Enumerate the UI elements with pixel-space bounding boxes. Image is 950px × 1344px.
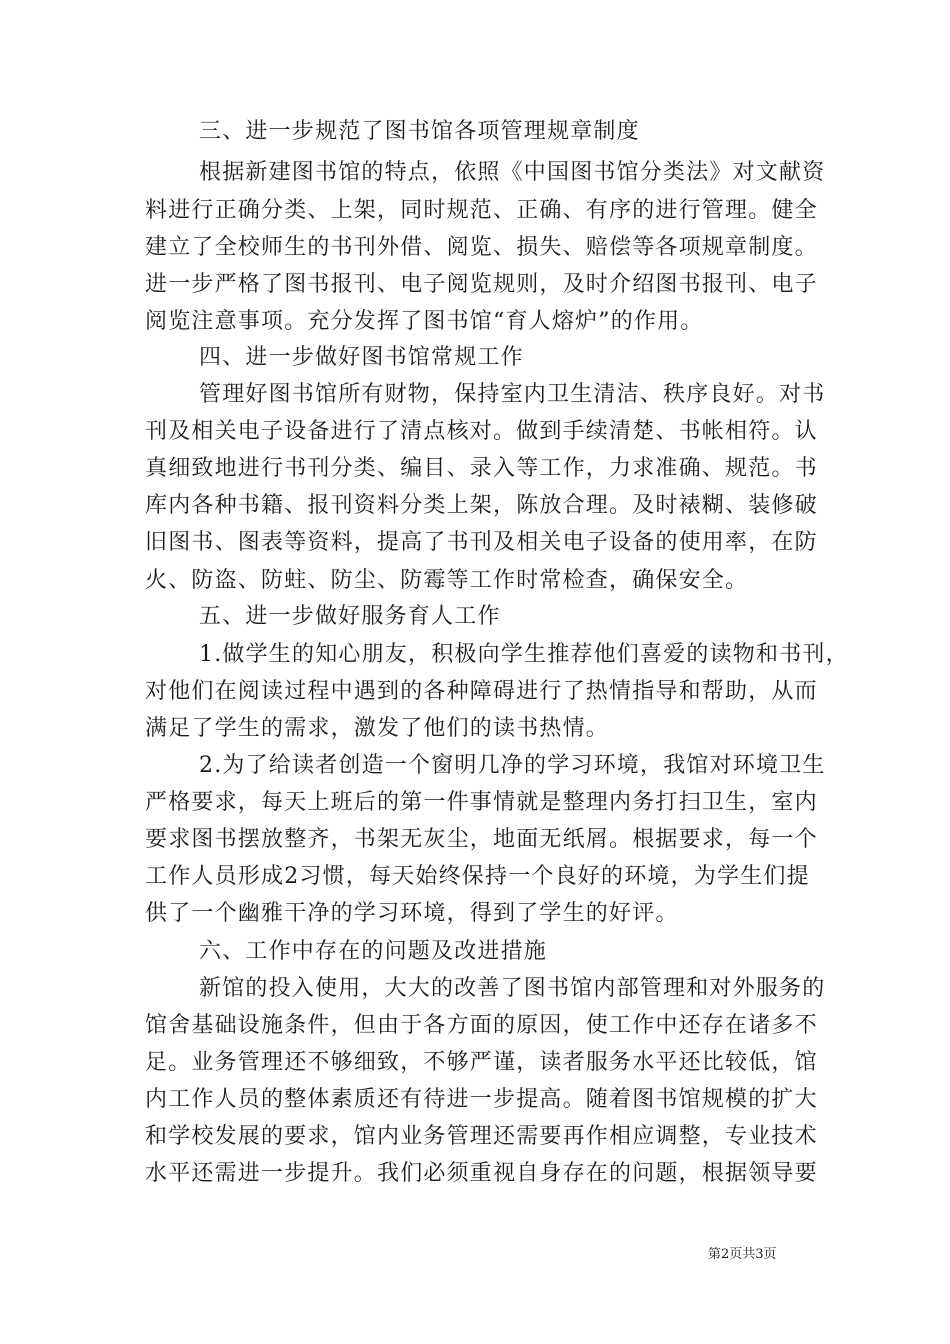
text-line: 刊及相关电子设备进行了清点核对。做到手续清楚、书帐相符。认 — [145, 419, 818, 444]
text-line: 新馆的投入使用，大大的改善了图书馆内部管理和对外服务的 — [199, 976, 826, 1001]
text-line: 工作人员形成2习惯，每天始终保持一个良好的环境，为学生们提 — [145, 864, 810, 889]
text-line: 真细致地进行书刊分类、编目、录入等工作，力求准确、规范。书 — [145, 456, 818, 481]
text-line: 1.做学生的知心朋友，积极向学生推荐他们喜爱的读物和书刊， — [199, 642, 849, 667]
text-line: 根据新建图书馆的特点，依照《中国图书馆分类法》对文献资 — [199, 160, 826, 185]
section-heading: 四、进一步做好图书馆常规工作 — [199, 345, 524, 370]
text-line: 对他们在阅读过程中遇到的各种障碍进行了热情指导和帮助，从而 — [145, 679, 818, 704]
text-line: 管理好图书馆所有财物，保持室内卫生清洁、秩序良好。对书 — [199, 382, 826, 407]
text-line: 水平还需进一步提升。我们必须重视自身存在的问题，根据领导要 — [145, 1161, 818, 1186]
text-line: 和学校发展的要求，馆内业务管理还需要再作相应调整，专业技术 — [145, 1124, 818, 1149]
text-line: 供了一个幽雅干净的学习环境，得到了学生的好评。 — [145, 901, 679, 926]
text-line: 进一步严格了图书报刊、电子阅览规则，及时介绍图书报刊、电子 — [145, 272, 818, 297]
text-line: 库内各种书籍、报刊资料分类上架，陈放合理。及时裱糊、装修破 — [145, 493, 818, 518]
text-line: 内工作人员的整体素质还有待进一步提高。随着图书馆规模的扩大 — [145, 1087, 818, 1112]
section-heading: 三、进一步规范了图书馆各项管理规章制度 — [199, 119, 640, 144]
text-line: 足。业务管理还不够细致，不够严谨，读者服务水平还比较低，馆 — [145, 1050, 818, 1075]
text-line: 旧图书、图表等资料，提高了书刊及相关电子设备的使用率，在防 — [145, 530, 818, 555]
section-heading: 六、工作中存在的问题及改进措施 — [199, 939, 548, 964]
text-line: 严格要求，每天上班后的第一件事情就是整理内务打扫卫生，室内 — [145, 790, 818, 815]
page-number: 第2页共3页 — [708, 1247, 777, 1262]
text-line: 满足了学生的需求，激发了他们的读书热情。 — [145, 716, 610, 741]
text-line: 建立了全校师生的书刊外借、阅览、损失、赔偿等各项规章制度。 — [145, 235, 818, 260]
text-line: 火、防盗、防蛀、防尘、防霉等工作时常检查，确保安全。 — [145, 568, 749, 593]
text-line: 料进行正确分类、上架，同时规范、正确、有序的进行管理。健全 — [145, 198, 818, 223]
text-line: 要求图书摆放整齐，书架无灰尘，地面无纸屑。根据要求，每一个 — [145, 827, 818, 852]
text-line: 2.为了给读者创造一个窗明几净的学习环境，我馆对环境卫生 — [199, 753, 826, 778]
text-line: 馆舍基础设施条件，但由于各方面的原因，使工作中还存在诸多不 — [145, 1013, 818, 1038]
text-line: 阅览注意事项。充分发挥了图书馆“育人熔炉”的作用。 — [145, 309, 704, 334]
section-heading: 五、进一步做好服务育人工作 — [199, 604, 501, 629]
